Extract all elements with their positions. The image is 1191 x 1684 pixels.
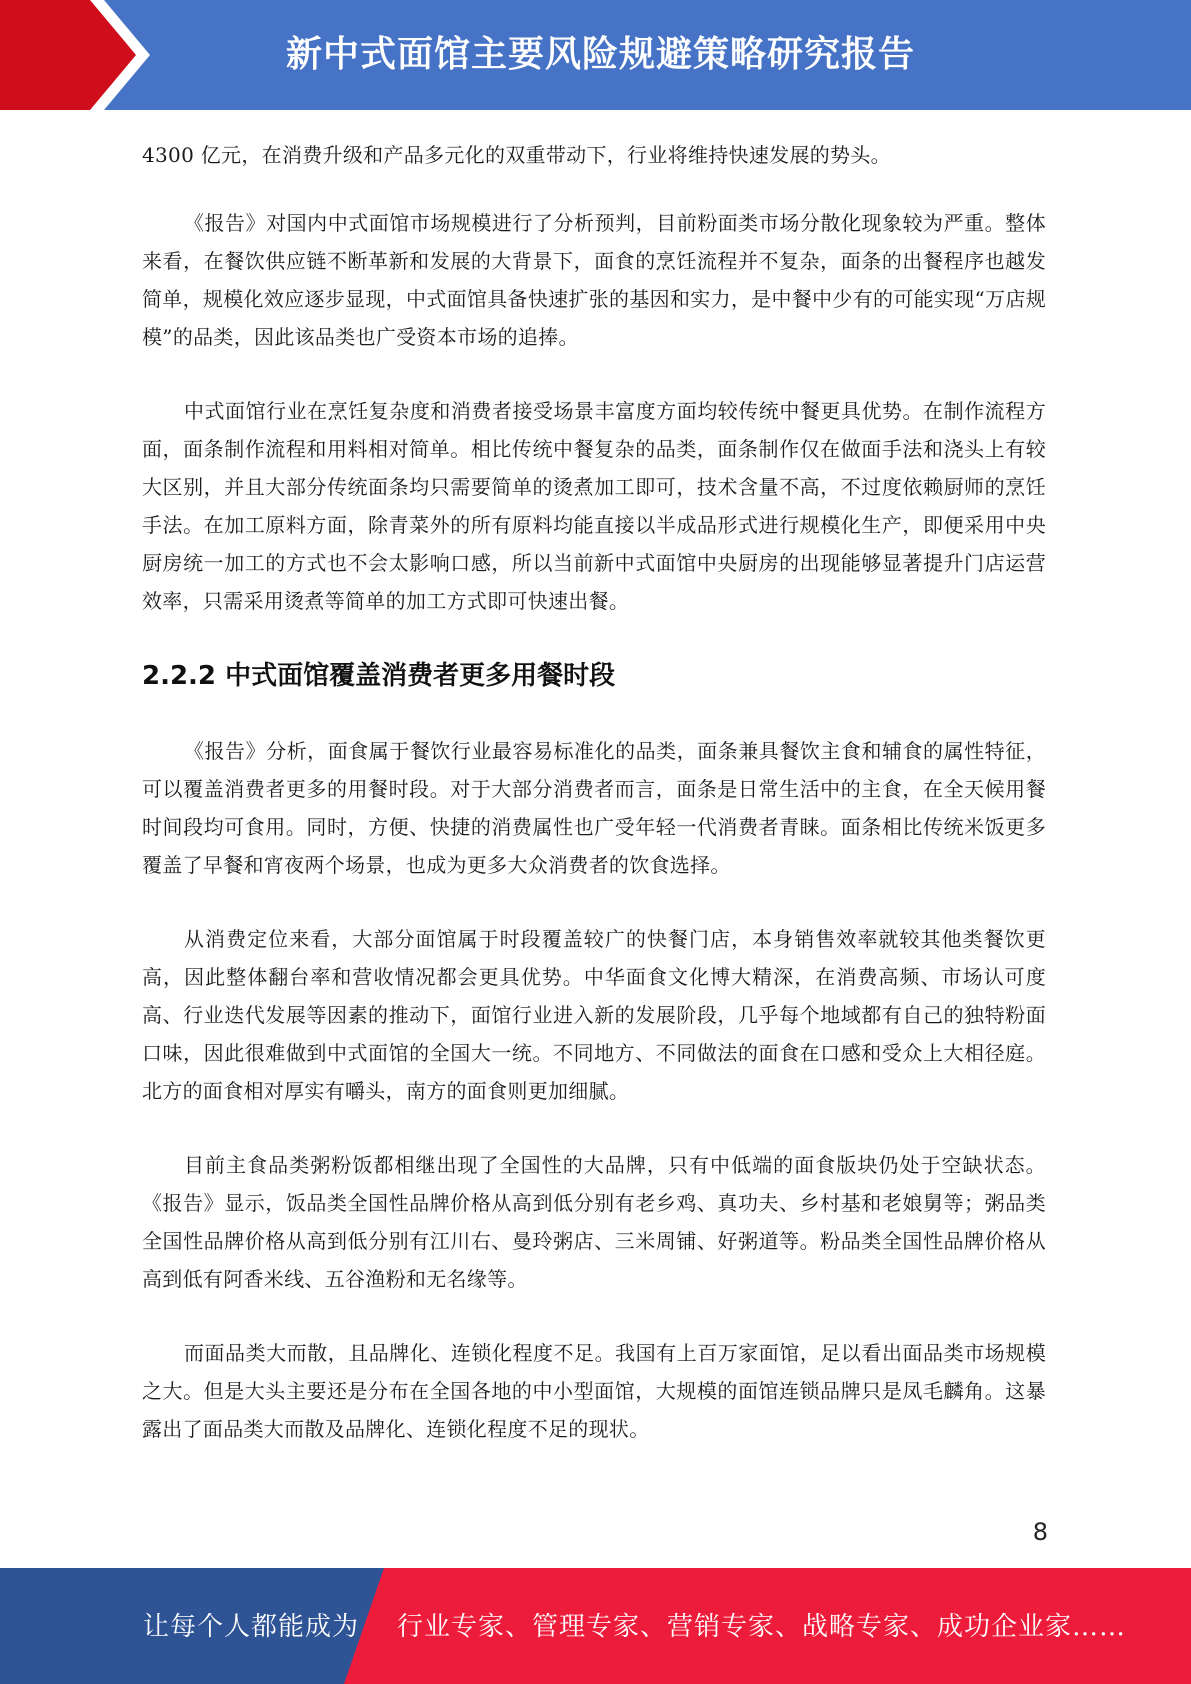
section-heading: 2.2.2 中式面馆覆盖消费者更多用餐时段 xyxy=(142,661,616,691)
page-header xyxy=(0,0,1191,110)
footer-slogan-left: 让每个人都能成为 xyxy=(143,1612,360,1642)
paragraph: 中式面馆行业在烹饪复杂度和消费者接受场景丰富度方面均较传统中餐更具优势。在制作流程方面，面条制作流程和用料相对简单。相比传统中餐复杂的品类，面条制作仅在做面手法和浇头上有较大区别，并且大部分传统面条均只需要简单的烫煮加工即可，技术含量不高，不过度依赖厨师的烹饪手法。在加工原料方面，除青菜外的所有原料均能直接以半成品形式进行规模化生产，即便采用中央厨房统一加工的方式也不会太影响口感，所以当前新中式面馆中央厨房的出现能够显著提升门店运营效率，只需采用烫煮等简单的加工方式即可快速出餐。 xyxy=(142,399,1046,613)
paragraph: 《报告》对国内中式面馆市场规模进行了分析预判，目前粉面类市场分散化现象较为严重。整体来看，在餐饮供应链不断革新和发展的大背景下，面食的烹饪流程并不复杂，面条的出餐程序也越发简单，规模化效应逐步显现，中式面馆具备快速扩张的基因和实力，是中餐中少有的可能实现“万店规模”的品类，因此该品类也广受资本市场的追捧。 xyxy=(142,211,1046,349)
paragraph: 目前主食品类粥粉饭都相继出现了全国性的大品牌，只有中低端的面食版块仍处于空缺状态。《报告》显示，饭品类全国性品牌价格从高到低分别有老乡鸡、真功夫、乡村基和老娘舅等；粥品类全国性品牌价格从高到低分别有江川右、曼玲粥店、三米周铺、好粥道等。粉品类全国性品牌价格从高到低有阿香米线、五谷渔粉和无名缘等。 xyxy=(142,1153,1046,1291)
paragraph-continuation: 4300 亿元，在消费升级和产品多元化的双重带动下，行业将维持快速发展的势头。 xyxy=(142,143,891,167)
page-number: 8 xyxy=(1032,1518,1048,1546)
report-title: 新中式面馆主要风险规避策略研究报告 xyxy=(285,34,915,75)
footer-slogan-right: 行业专家、管理专家、营销专家、战略专家、成功企业家…… xyxy=(397,1612,1127,1642)
document-body xyxy=(142,136,1046,1484)
paragraph: 《报告》分析，面食属于餐饮行业最容易标准化的品类，面条兼具餐饮主食和辅食的属性特征，可以覆盖消费者更多的用餐时段。对于大部分消费者而言，面条是日常生活中的主食，在全天候用餐时间段均可食用。同时，方便、快捷的消费属性也广受年轻一代消费者青睐。面条相比传统米饭更多覆盖了早餐和宵夜两个场景，也成为更多大众消费者的饮食选择。 xyxy=(142,739,1046,877)
page-footer xyxy=(0,1568,1191,1684)
paragraph: 而面品类大而散，且品牌化、连锁化程度不足。我国有上百万家面馆，足以看出面品类市场规模之大。但是大头主要还是分布在全国各地的中小型面馆，大规模的面馆连锁品牌只是凤毛麟角。这暴露出了面品类大而散及品牌化、连锁化程度不足的现状。 xyxy=(142,1341,1046,1441)
paragraph: 从消费定位来看，大部分面馆属于时段覆盖较广的快餐门店，本身销售效率就较其他类餐饮更高，因此整体翻台率和营收情况都会更具优势。中华面食文化博大精深，在消费高频、市场认可度高、行业迭代发展等因素的推动下，面馆行业进入新的发展阶段，几乎每个地域都有自己的独特粉面口味，因此很难做到中式面馆的全国大一统。不同地方、不同做法的面食在口感和受众上大相径庭。北方的面食相对厚实有嚼头，南方的面食则更加细腻。 xyxy=(142,927,1046,1103)
